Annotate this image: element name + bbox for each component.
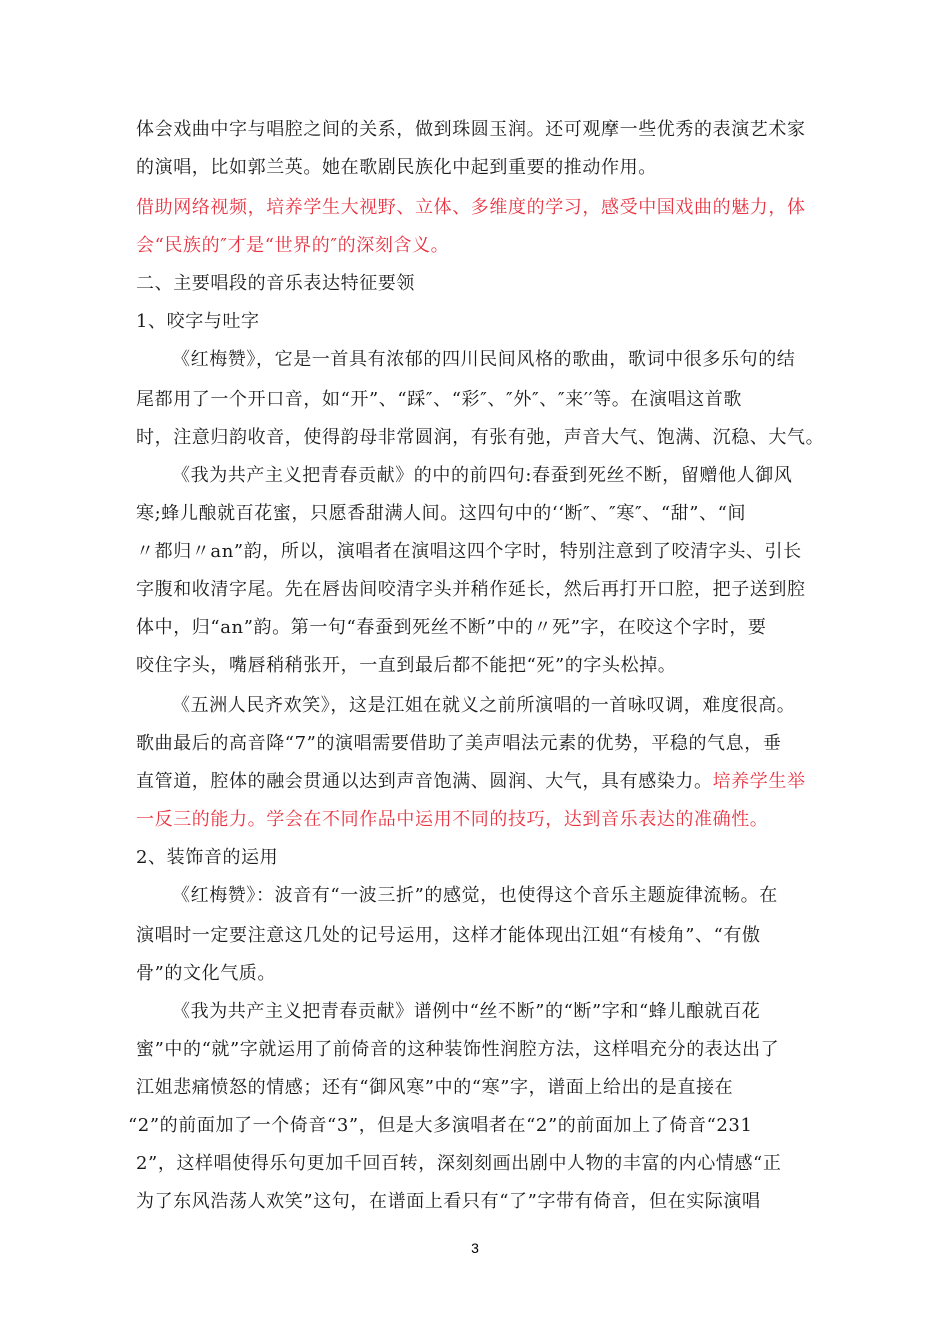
page-number: 3 [471, 1240, 479, 1256]
text-line: 尾都用了一个开口音，如“开”、“踩″、“彩″、″外″、″来′′等。在演唱这首歌 [136, 389, 742, 410]
highlighted-text-line: 会“民族的″才是“世界的″的深刻含义。 [136, 235, 450, 256]
paragraph-start-line: 《我为共产主义把青春贡献》的中的前四句:春蚕到死丝不断，留赠他人御风 [172, 465, 793, 486]
text-line: 〃都归〃an”韵，所以，演唱者在演唱这四个字时，特别注意到了咬清字头、引长 [136, 541, 802, 562]
text-line: 蜜”中的“就”字就运用了前倚音的这种装饰性润腔方法，这样唱充分的表达出了 [136, 1039, 780, 1060]
mixed-text-line [136, 770, 806, 794]
highlighted-text-line: 一反三的能力。学会在不同作品中运用不同的技巧，达到音乐表达的准确性。 [136, 809, 769, 830]
subsection-heading: 2、装饰音的运用 [136, 847, 279, 868]
text-line: 为了东风浩荡人欢笑”这句，在谱面上看只有“了”字带有倚音，但在实际演唱 [136, 1191, 761, 1212]
highlighted-text-segment: 培养学生举 [712, 771, 806, 792]
text-line: 字腹和收清字尾。先在唇齿间咬清字头并稍作延长，然后再打开口腔，把子送到腔 [136, 579, 806, 600]
text-line: “2”的前面加了一个倚音“3”，但是大多演唱者在“2”的前面加上了倚音“231 [128, 1115, 753, 1136]
text-line: 体中，归“an”韵。第一句“春蚕到死丝不断”中的〃死”字，在咬这个字时，要 [136, 617, 767, 638]
paragraph-start-line: 《红梅赞》：波音有“一波三折”的感觉，也使得这个音乐主题旋律流畅。在 [172, 885, 778, 906]
text-line: 寒;蜂儿酿就百花蜜，只愿香甜满人间。这四句中的‘‘断″、″寒″、“甜”、“间 [136, 503, 747, 524]
subsection-heading: 1、咬字与吐字 [136, 311, 260, 332]
text-line: 咬住字头，嘴唇稍稍张开，一直到最后都不能把“死”的字头松掉。 [136, 655, 677, 676]
paragraph-start-line: 《五洲人民齐欢笑》，这是江姐在就义之前所演唱的一首咏叹调，难度很高。 [172, 695, 796, 716]
text-line: 时，注意归韵收音，使得韵母非常圆润，有张有弛，声音大气、饱满、沉稳、大气。 [136, 427, 825, 448]
section-heading: 二、主要唱段的音乐表达特征要领 [136, 273, 415, 294]
text-line: 歌曲最后的高音降“7”的演唱需要借助了美声唱法元素的优势，平稳的气息，垂 [136, 733, 782, 754]
paragraph-start-line: 《红梅赞》，它是一首具有浓郁的四川民间风格的歌曲，歌词中很多乐句的结 [172, 349, 796, 370]
text-line: 演唱时一定要注意这几处的记号运用，这样才能体现出江姐“有棱角”、“有傲 [136, 925, 761, 946]
text-segment: 直管道，腔体的融会贯通以达到声音饱满、圆润、大气，具有感染力。 [136, 771, 713, 792]
text-line: 2”，这样唱使得乐句更加千回百转，深刻刻画出剧中人物的丰富的内心情感“正 [136, 1153, 782, 1174]
text-line: 江姐悲痛愤怒的情感；还有“御风寒”中的“寒”字，谱面上给出的是直接在 [136, 1077, 734, 1098]
text-line: 骨”的文化气质。 [136, 963, 277, 984]
text-line: 的演唱，比如郭兰英。她在歌剧民族化中起到重要的推动作用。 [136, 157, 657, 178]
text-line: 体会戏曲中字与唱腔之间的关系，做到珠圆玉润。还可观摩一些优秀的表演艺术家 [136, 119, 806, 140]
paragraph-start-line: 《我为共产主义把青春贡献》谱例中“丝不断”的“断”字和“蜂儿酿就百花 [172, 1001, 761, 1022]
highlighted-text-line: 借助网络视频，培养学生大视野、立体、多维度的学习，感受中国戏曲的魅力，体 [136, 197, 806, 218]
